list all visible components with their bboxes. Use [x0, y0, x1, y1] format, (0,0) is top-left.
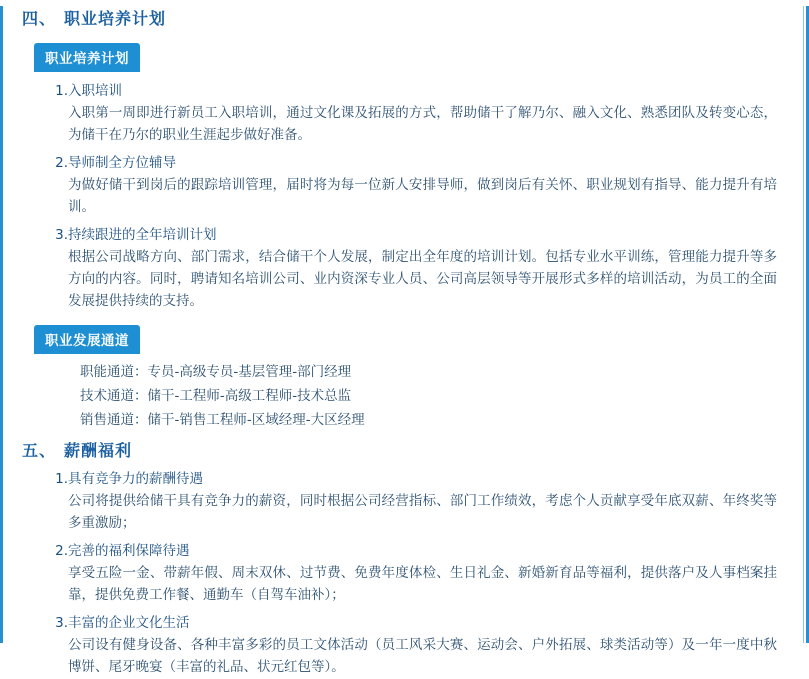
item-title: 入职培训 — [68, 83, 122, 99]
tag-career-development-path: 职业发展通道 — [34, 325, 140, 354]
item-title: 完善的福利保障待遇 — [68, 542, 190, 559]
item-head — [22, 153, 795, 173]
section-number-5: 五、 — [22, 440, 57, 460]
item-title: 导师制全方位辅导 — [68, 154, 176, 171]
item-body: 为做好储干到岗后的跟踪培训管理，届时将为每一位新人安排导师，做到岗后有关怀、职业规划有指导、能力提升有培训。 — [68, 177, 777, 216]
item-body: 享受五险一金、带薪年假、周末双休、过节费、免费年度体检、生日礼金、新婚新育品等福利，提供落户及人事档案挂靠，提供免费工作餐、通勤车（自驾车油补）； — [68, 565, 777, 603]
channel-line-sales: 销售通道：储干-销售工程师-区域经理-大区经理 — [80, 411, 365, 428]
item-body: 入职第一周即进行新员工入职培训，通过文化课及拓展的方式，帮助储干了解乃尔、融入文化、熟悉团队及转变心态，为储干在乃尔的职业生涯起步做好准备。 — [68, 105, 777, 144]
section-title-5 — [22, 438, 795, 461]
page-border-left — [0, 6, 3, 643]
list-item — [22, 613, 795, 679]
list-item — [22, 81, 795, 147]
item-title: 具有竞争力的薪酬待遇 — [68, 470, 203, 487]
section-title-4 — [22, 6, 795, 29]
item-body: 公司将提供给储干具有竞争力的薪资，同时根据公司经营指标、部门工作绩效，考虑个人贡献享受年底双薪、年终奖等多重激励； — [68, 493, 777, 531]
section-number-4: 四、 — [22, 9, 57, 28]
item-index: 2. — [55, 154, 68, 171]
list-item — [22, 225, 795, 313]
channel-line-functional: 职能通道：专员-高级专员-基层管理-部门经理 — [80, 363, 352, 380]
list-item — [22, 541, 795, 607]
career-channel-list — [22, 360, 795, 432]
list-item — [22, 469, 795, 535]
item-index: 3. — [55, 226, 68, 243]
list-item — [22, 153, 795, 219]
item-title: 持续跟进的全年培训计划 — [68, 226, 217, 243]
training-plan-list — [22, 81, 795, 313]
page-border-right-inner — [803, 6, 804, 643]
item-title: 丰富的企业文化生活 — [68, 614, 190, 631]
item-head — [22, 225, 795, 245]
tag-career-training-plan: 职业培养计划 — [34, 43, 140, 72]
item-index: 1. — [55, 470, 68, 487]
item-head — [22, 541, 795, 561]
item-head — [22, 469, 795, 489]
item-body: 公司设有健身设备、各种丰富多彩的员工文体活动（员工风采大赛、运动会、户外拓展、球类活动等）及一年一度中秋博饼、尾牙晚宴（丰富的礼品、状元红包等）。 — [68, 637, 777, 675]
item-index: 3. — [55, 614, 68, 631]
item-head — [22, 81, 795, 101]
document-page — [0, 6, 809, 675]
item-index: 2. — [55, 542, 68, 559]
section-heading-4: 职业培养计划 — [64, 9, 167, 28]
compensation-benefits-list — [22, 469, 795, 679]
item-body: 根据公司战略方向、部门需求，结合储干个人发展，制定出全年度的培训计划。包括专业水平训练，管理能力提升等多方向的内容。同时，聘请知名培训公司、业内资深专业人员、公司高层领导等开展形式多样的培训活动，为员工的全面发展提供持续的支持。 — [68, 249, 777, 309]
channel-line-technical: 技术通道：储干-工程师-高级工程师-技术总监 — [80, 387, 352, 404]
item-head — [22, 613, 795, 633]
item-index: 1. — [55, 83, 68, 99]
section-heading-5: 薪酬福利 — [64, 440, 133, 460]
